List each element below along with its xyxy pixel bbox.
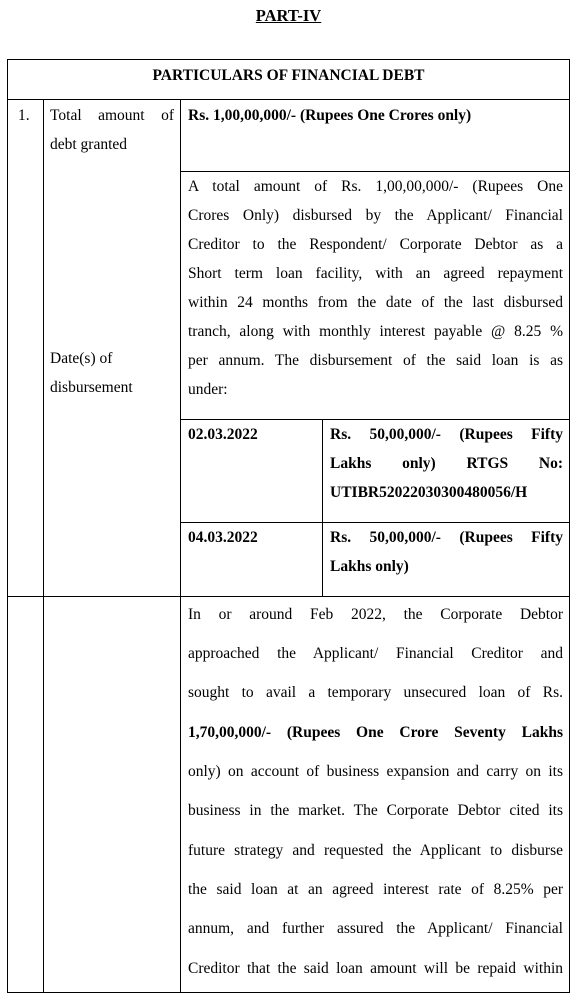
disbursement-date-label-line1: Date(s) of [50,350,113,367]
row-number: 1. [18,107,30,124]
debt-granted-label-line2: debt granted [50,136,128,153]
narrative-line: only) on account of business expansion and carry on its [188,763,563,780]
description-line: under: [188,381,228,398]
description-line: Creditor to the Respondent/ Corporate Debtor as a [188,236,563,253]
total-amount-value: Rs. 1,00,00,000/- (Rupees One Crores only) [188,107,472,124]
narrative-line: annum, and further assured the Applicant/ Financial [188,920,563,937]
debt-granted-label-line1: Total amount of [50,107,174,124]
disbursement-detail-line: Lakhs only) RTGS No: [330,455,563,472]
disbursement-detail-line: Lakhs only) [330,558,409,575]
header-divider [7,99,570,100]
label-column-divider [180,99,181,993]
description-line: Short term loan facility, with an agreed repayment [188,265,563,282]
date-column-divider [322,419,323,596]
disbursement-detail-line: Rs. 50,00,000/- (Rupees Fifty [330,426,563,443]
description-line: A total amount of Rs. 1,00,00,000/- (Rupees One [188,178,563,195]
table-header: PARTICULARS OF FINANCIAL DEBT [152,67,425,84]
disbursement-date: 04.03.2022 [188,529,258,546]
number-column-divider [43,99,44,993]
disbursement-detail-line: Rs. 50,00,000/- (Rupees Fifty [330,529,563,546]
narrative-line: the said loan at an agreed interest rate of 8.25% per [188,881,563,898]
disbursement-detail-line: UTIBR52022030300480056/H [330,484,528,501]
narrative-line: business in the market. The Corporate Debtor cited its [188,802,563,819]
narrative-line: future strategy and requested the Applicant to disburse [188,842,563,859]
disbursement-date: 02.03.2022 [188,426,258,443]
narrative-line: In or around Feb 2022, the Corporate Debtor [188,606,563,623]
narrative-line: approached the Applicant/ Financial Creditor and [188,645,563,662]
narrative-line: 1,70,00,000/- (Rupees One Crore Seventy Lakhs [188,724,563,741]
description-line: within 24 months from the date of the last disbursed [188,294,563,311]
description-line: tranch, along with monthly interest payable @ 8.25 % [188,323,563,340]
part-title: PART-IV [255,6,322,25]
disbursement-date-label-line2: disbursement [50,379,133,396]
narrative-line: Creditor that the said loan amount will be repaid within [188,960,563,977]
description-line: per annum. The disbursement of the said loan is as [188,352,563,369]
narrative-line: sought to avail a temporary unsecured loan of Rs. [188,684,563,701]
description-line: Crores Only) disbursed by the Applicant/ Financial [188,207,563,224]
